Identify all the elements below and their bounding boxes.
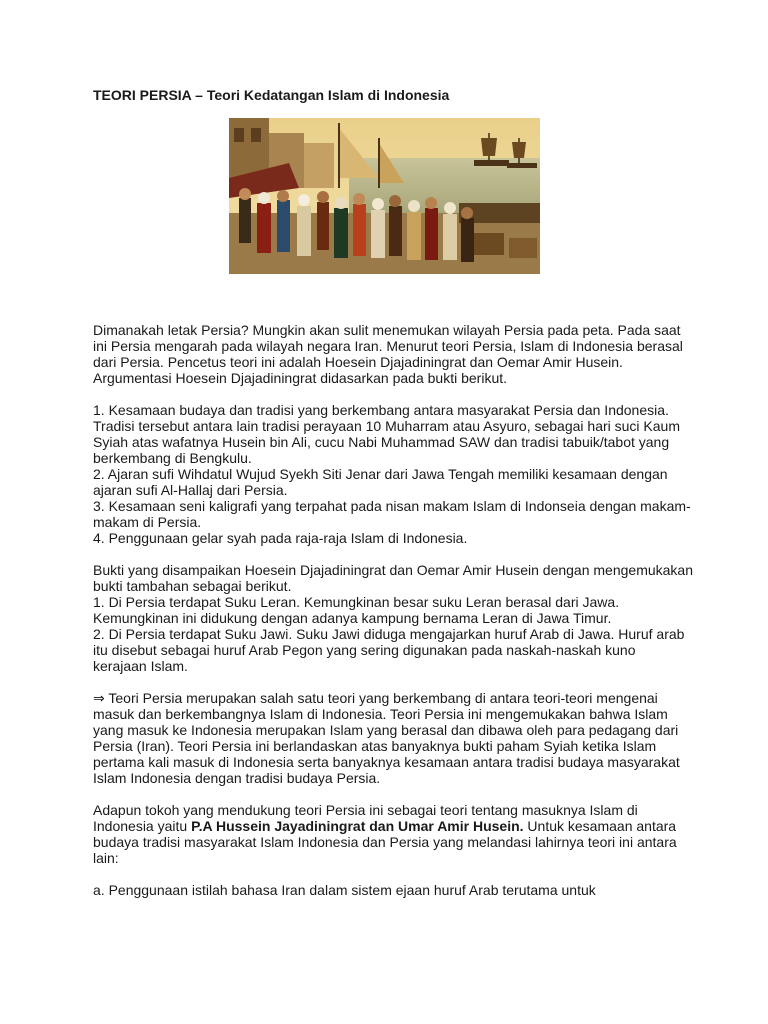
- additional-evidence-intro: Bukti yang disampaikan Hoesein Djajadiningrat dan Oemar Amir Husein dengan mengemukakan bukti tambahan sebagai berikut.: [93, 562, 694, 594]
- supporters-text-post: Untuk kesamaan antara budaya tradisi masyarakat Islam Indonesia dan Persia yang melandasi lahirnya teori ini antara lain:: [93, 818, 677, 866]
- document-title: TEORI PERSIA – Teori Kedatangan Islam di Indonesia: [93, 87, 450, 103]
- list-item: 2. Di Persia terdapat Suku Jawi. Suku Jawi diduga mengajarkan huruf Arab di Jawa. Huruf arab itu disebut sebagai huruf Arab Pegon yang sering digunakan pada naskah-naskah kuno kerajaan Islam.: [93, 626, 685, 674]
- supporters-text-pre: Adapun tokoh yang mendukung teori Persia ini sebagai teori tentang masuknya Islam di Indonesia yaitu: [93, 802, 638, 834]
- document-page: [93, 86, 693, 898]
- supporters-names: P.A Hussein Jayadiningrat dan Umar Amir Husein.: [191, 818, 524, 834]
- intro-paragraph: Dimanakah letak Persia? Mungkin akan sulit menemukan wilayah Persia pada peta. Pada saat ini Persia mengarah pada wilayah negara Iran. Menurut teori Persia, Islam di Indonesia berasal dari Persia. Pencetus teori ini adalah Hoesein Djajadiningrat dan Oemar Amir Husein. Argumentasi Hoesein Djajadiningrat didasarkan pada bukti berikut.: [93, 322, 683, 386]
- summary-paragraph: ⇒ Teori Persia merupakan salah satu teori yang berkembang di antara teori-teori mengenai masuk dan berkembangnya Islam di Indonesia. Teori Persia ini mengemukakan bahwa Islam yang masuk ke Indonesia merupakan Islam yang berasal dan dibawa oleh para pedagang dari Persia (Iran). Teori Persia ini berlandaskan atas banyaknya bukti paham Syiah ketika Islam pertama kali masuk di Indonesia serta banyaknya kesamaan antara tradisi budaya masyarakat Islam Indonesia dengan tradisi budaya Persia.: [93, 690, 680, 786]
- painting-arab-traders-harbor-icon: [229, 118, 540, 274]
- list-item: 1. Kesamaan budaya dan tradisi yang berkembang antara masyarakat Persia dan Indonesia. Tradisi tersebut antara lain tradisi perayaan 10 Muharram atau Asyuro, sebagai hari suci Kaum Syiah atas wafatnya Husein bin Ali, cucu Nabi Muhammad SAW dan tradisi tabuik/tabot yang berkembang di Bengkulu.: [93, 402, 681, 466]
- list-item: 1. Di Persia terdapat Suku Leran. Kemungkinan besar suku Leran berasal dari Jawa. Kemungkinan ini didukung dengan adanya kampung bernama Leran di Jawa Timur.: [93, 594, 620, 626]
- list-item: 3. Kesamaan seni kaligrafi yang terpahat pada nisan makam Islam di Indonseia dengan makam-makam di Persia.: [93, 498, 691, 530]
- point-a: a. Penggunaan istilah bahasa Iran dalam sistem ejaan huruf Arab terutama untuk: [93, 882, 596, 898]
- harbor-painting-image: [229, 118, 540, 274]
- list-item: 4. Penggunaan gelar syah pada raja-raja Islam di Indonesia.: [93, 530, 468, 546]
- supporters-paragraph: [93, 802, 693, 866]
- list-item: 2. Ajaran sufi Wihdatul Wujud Syekh Siti Jenar dari Jawa Tengah memiliki kesamaan dengan ajaran sufi Al-Hallaj dari Persia.: [93, 466, 668, 498]
